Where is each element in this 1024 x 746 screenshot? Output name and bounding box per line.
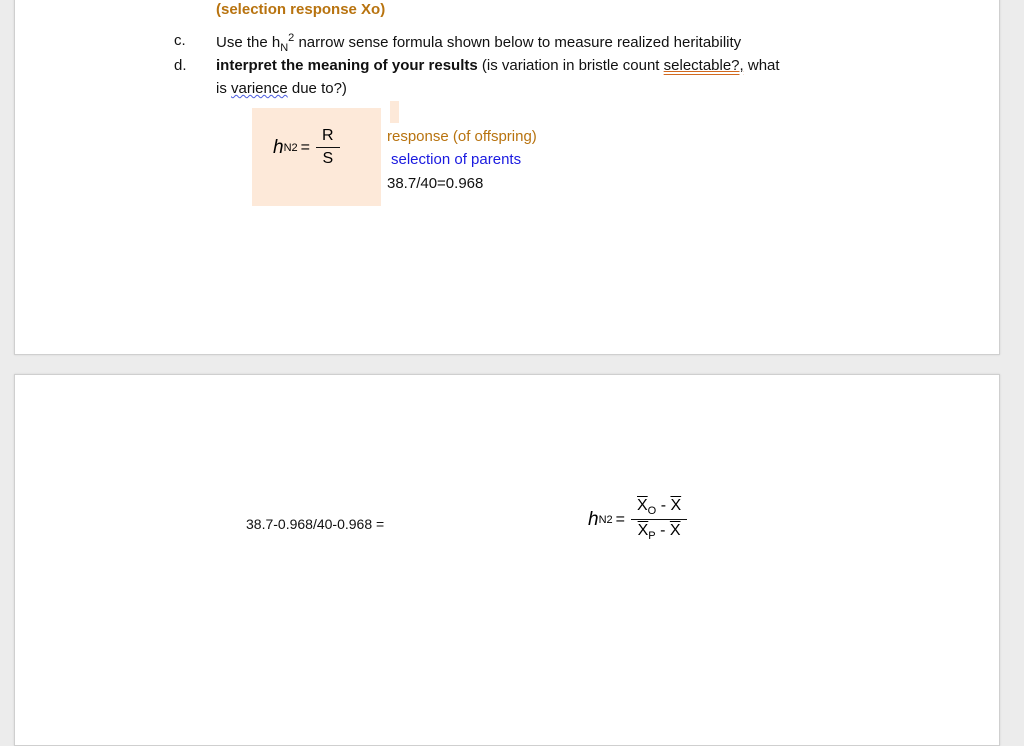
sub: N	[283, 141, 292, 154]
heritability-formula	[273, 127, 340, 168]
calculation: 38.7-0.968/40-0.968 =	[246, 516, 385, 532]
numerator	[631, 497, 687, 520]
heritability-formula-means	[588, 497, 687, 542]
item-d-marker: d.	[174, 57, 187, 74]
heading-text: (selection response Xo)	[216, 1, 386, 18]
text: what	[743, 57, 780, 74]
numerator: R	[316, 127, 340, 148]
equals: =	[300, 138, 310, 156]
sup: 2	[606, 513, 613, 526]
sup: 2	[288, 32, 295, 44]
denominator: S	[322, 150, 334, 167]
item-d-text	[216, 57, 780, 74]
denominator	[638, 520, 681, 542]
text: is	[216, 80, 231, 97]
document-page-1	[14, 0, 1000, 355]
minus: -	[660, 497, 667, 514]
fraction	[316, 127, 340, 168]
grammar-flagged-word[interactable]: selectable?,	[663, 57, 744, 74]
item-c-text	[216, 32, 741, 54]
misspelled-word[interactable]: varience	[231, 80, 288, 97]
item-d-line2	[216, 80, 347, 97]
highlight-mark	[390, 101, 399, 123]
x-bar: $\overline{X}$	[669, 522, 681, 540]
bold-text: interpret the meaning of your results	[216, 57, 478, 74]
calculation: 38.7/40=0.968	[387, 175, 484, 192]
minus: -	[660, 522, 666, 540]
text: due to?)	[287, 80, 347, 97]
sub: O	[647, 505, 657, 518]
h-symbol: h	[588, 508, 599, 530]
sub: P	[648, 530, 656, 543]
text: narrow sense formula shown below to measure realized heritability	[294, 34, 742, 51]
document-page-2	[14, 374, 1000, 746]
text: Use the h	[216, 34, 281, 51]
fraction	[631, 497, 687, 542]
sub: N	[280, 42, 289, 54]
sup: 2	[291, 141, 298, 154]
h-symbol: h	[273, 136, 284, 158]
item-c-marker: c.	[174, 32, 186, 49]
selection-label: selection of parents	[391, 151, 522, 168]
sub: N	[598, 513, 607, 526]
response-label: response (of offspring)	[387, 128, 537, 145]
heading	[216, 1, 385, 18]
x-bar: $\overline{X}$	[637, 522, 649, 540]
text: (is variation in bristle count	[477, 57, 664, 74]
x-bar: $\overline{X}$	[637, 497, 648, 514]
equals: =	[615, 510, 625, 528]
x-bar: $\overline{X}$	[670, 497, 682, 514]
